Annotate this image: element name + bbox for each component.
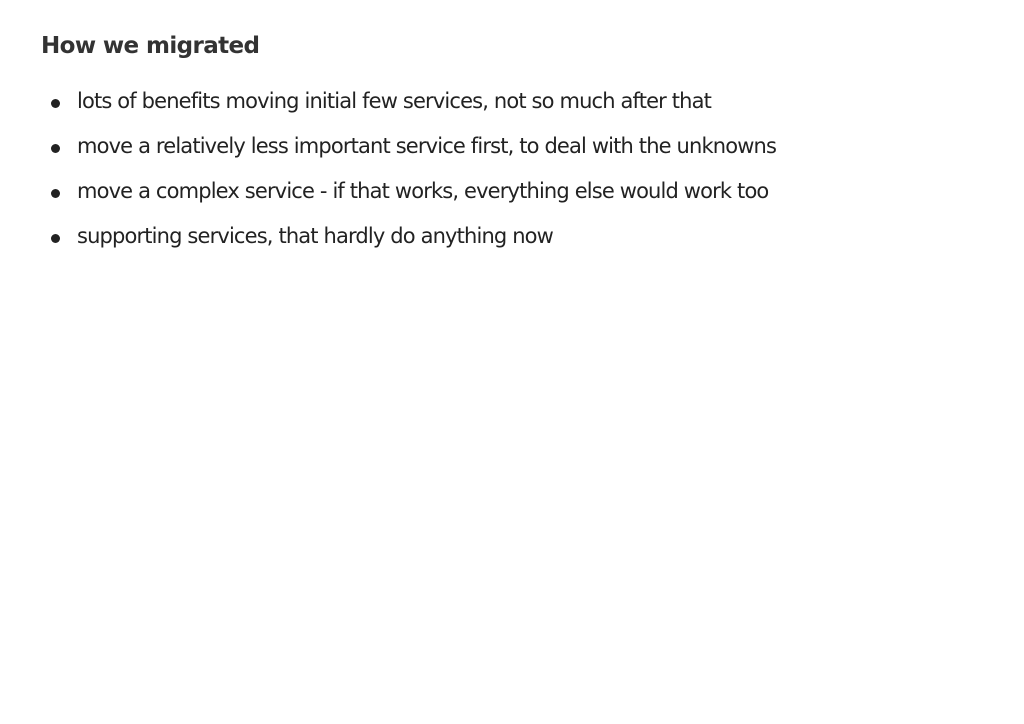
bullet-text: move a relatively less important service first, to deal with the unknowns [77,134,777,158]
bullet-dot-icon [51,99,60,108]
bullet-text: move a complex service - if that works, everything else would work too [77,179,769,203]
bullet-dot-icon [51,189,60,198]
slide-title: How we migrated [41,33,260,59]
bullet-text: supporting services, that hardly do anything now [77,224,554,248]
bullet-dot-icon [51,234,60,243]
bullet-dot-icon [51,144,60,153]
bullet-text: lots of benefits moving initial few services, not so much after that [77,89,712,113]
